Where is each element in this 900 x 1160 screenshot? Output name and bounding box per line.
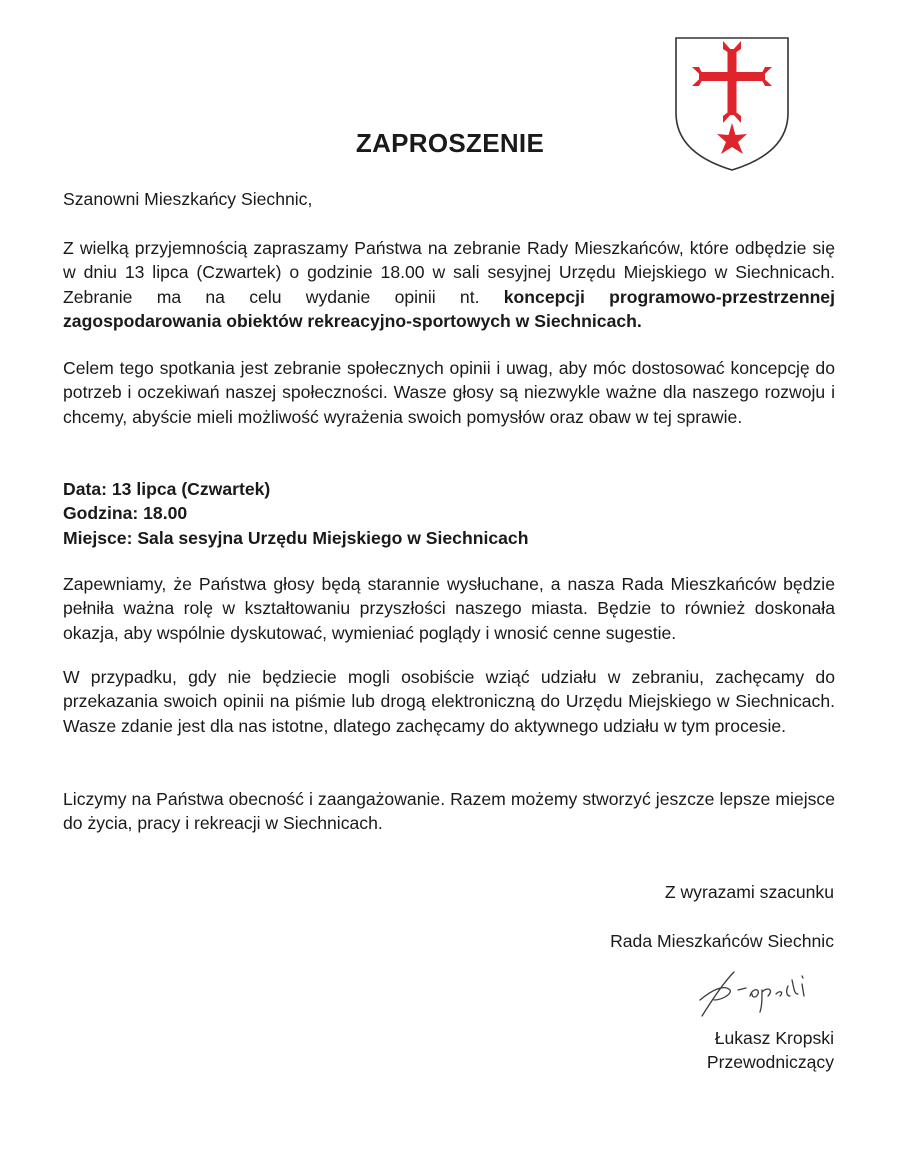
document-title: ZAPROSZENIE [355,128,545,158]
paragraph-invitation [63,236,835,333]
closing-phrase: Z wyrazami szacunku [664,882,834,902]
meeting-date: Data: 13 lipca (Czwartek) [63,479,271,499]
paragraph-purpose: Celem tego spotkania jest zebranie społecznych opinii i uwag, aby móc dostosować koncepcję do potrzeb i oczekiwań naszej społeczności. Wasze głosy są niezwykle ważne dla naszego rozwoju i chcemy, abyście mieli możliwość wyrażenia swoich pomysłów oraz obaw w tej sprawie. [63,358,835,427]
paragraph-written-opinions: W przypadku, gdy nie będziecie mogli osobiście wziąć udziału w zebraniu, zachęcamy do przekazania swoich opinii na piśmie lub drogą elektroniczną do Urzędu Miejskiego w Siechnicach. Wasze zdanie jest dla nas istotne, dlatego zachęcamy do aktywnego udziału w tym procesie. [63,667,835,736]
meeting-details [63,477,835,550]
meeting-place: Miejsce: Sala sesyjna Urzędu Miejskiego w Siechnicach [63,527,529,548]
greeting: Szanowni Mieszkańcy Siechnic, [63,189,313,209]
paragraph-invitation-topic: koncepcji programowo-przestrzennej zagospodarowania obiektów rekreacyjno-sportowych w Siechnicach. [63,286,835,331]
paragraph-invitation-text: Z wielką przyjemnością zapraszamy Państwa na zebranie Rady Mieszkańców, które odbędzie się w dniu 13 lipca (Czwartek) o godzinie 18.00 w sali sesyjnej Urzędu Miejskiego w Siechnicach. Zebranie ma na celu wydanie opinii nt. [63,238,835,307]
paragraph-closing-appeal: Liczymy na Państwa obecność i zaangażowanie. Razem możemy stworzyć jeszcze lepsze miejsce do życia, pracy i rekreacji w Siechnicach. [63,789,835,834]
paragraph-assurance: Zapewniamy, że Państwa głosy będą starannie wysłuchane, a nasza Rada Mieszkańców będzie pełniła ważna rolę w kształtowaniu przyszłości naszego miasta. Będzie to również doskonała okazja, aby wspólnie dyskutować, wymieniać poglądy i wnosić cenne sugestie. [63,574,835,643]
signer-role: Przewodniczący [706,1052,834,1072]
meeting-time: Godzina: 18.00 [63,503,188,524]
signer-name: Łukasz Kropski [714,1028,834,1048]
handwritten-signature [694,960,819,1020]
signer-block [707,1026,834,1074]
council-name: Rada Mieszkańców Siechnic [610,931,834,951]
